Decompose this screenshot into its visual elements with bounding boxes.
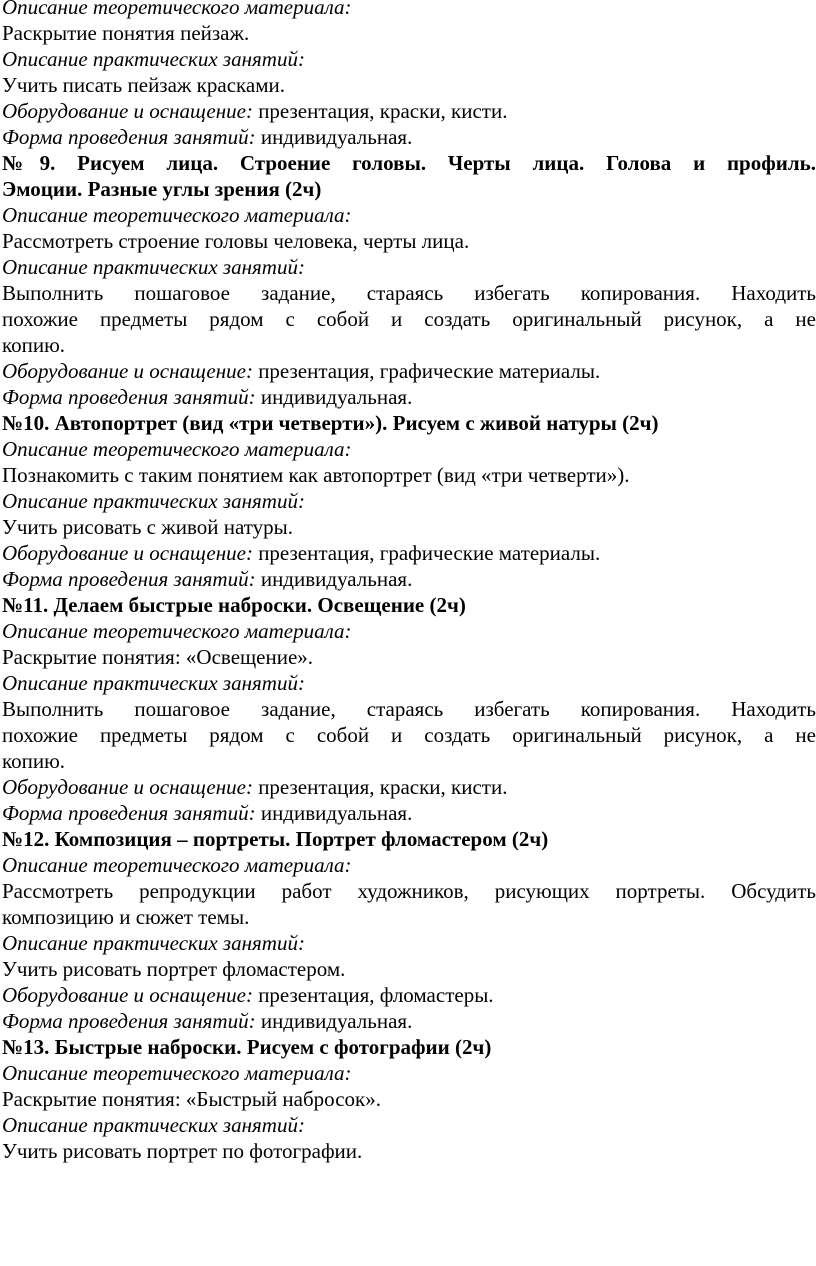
practice-label: Описание практических занятий: [2, 1113, 305, 1137]
form-line [2, 800, 816, 826]
practice-text-line-2: похожие предметы рядом с собой и создать оригинальный рисунок, а не [2, 723, 816, 747]
form-value: индивидуальная. [260, 567, 413, 591]
theory-label: Описание теоретического материала: [2, 203, 352, 227]
form-value: индивидуальная. [260, 801, 413, 825]
section-11-title: №11. Делаем быстрые наброски. Освещение (2ч) [2, 593, 466, 617]
theory-label: Описание теоретического материала: [2, 619, 352, 643]
section-9-title-line-1: №9. Рисуем лица. Строение головы. Черты лица. Голова и профиль. [2, 151, 816, 175]
theory-label: Описание теоретического материала: [2, 1061, 352, 1085]
equipment-line [2, 774, 816, 800]
theory-text: Рассмотреть строение головы человека, черты лица. [2, 229, 470, 253]
theory-text-line-2: композицию и сюжет темы. [2, 905, 250, 929]
practice-text: Учить рисовать с живой натуры. [2, 515, 294, 539]
practice-text: Учить писать пейзаж красками. [2, 73, 286, 97]
form-line [2, 384, 816, 410]
equipment-line [2, 540, 816, 566]
section-13-title: №13. Быстрые наброски. Рисуем с фотографии (2ч) [2, 1035, 492, 1059]
equipment-line [2, 982, 816, 1008]
form-line [2, 1008, 816, 1034]
theory-label: Описание теоретического материала: [2, 853, 352, 877]
practice-text-line-1: Выполнить пошаговое задание, стараясь избегать копирования. Находить [2, 697, 816, 721]
equipment-label: Оборудование и оснащение: [2, 359, 253, 383]
equipment-label: Оборудование и оснащение: [2, 983, 253, 1007]
theory-text: Познакомить с таким понятием как автопортрет (вид «три четверти»). [2, 463, 630, 487]
form-value: индивидуальная. [260, 125, 413, 149]
equipment-line [2, 98, 816, 124]
form-label: Форма проведения занятий: [2, 1009, 256, 1033]
practice-text-line-1: Выполнить пошаговое задание, стараясь избегать копирования. Находить [2, 281, 816, 305]
equipment-value: презентация, краски, кисти. [258, 99, 508, 123]
theory-label: Описание теоретического материала: [2, 437, 352, 461]
theory-text: Раскрытие понятия: «Освещение». [2, 645, 314, 669]
practice-label: Описание практических занятий: [2, 671, 305, 695]
practice-label: Описание практических занятий: [2, 489, 305, 513]
theory-text: Раскрытие понятия пейзаж. [2, 21, 250, 45]
equipment-label: Оборудование и оснащение: [2, 99, 253, 123]
section-12-title: №12. Композиция – портреты. Портрет фломастером (2ч) [2, 827, 549, 851]
form-label: Форма проведения занятий: [2, 385, 256, 409]
section-10-title: №10. Автопортрет (вид «три четверти»). Рисуем с живой натуры (2ч) [2, 411, 659, 435]
equipment-line [2, 358, 816, 384]
form-value: индивидуальная. [260, 1009, 413, 1033]
equipment-label: Оборудование и оснащение: [2, 541, 253, 565]
theory-text-line-1: Рассмотреть репродукции работ художников, рисующих портреты. Обсудить [2, 879, 816, 903]
equipment-value: презентация, графические материалы. [258, 541, 601, 565]
form-line [2, 124, 816, 150]
form-line [2, 566, 816, 592]
practice-text-line-3: копию. [2, 333, 66, 357]
practice-label: Описание практических занятий: [2, 255, 305, 279]
form-value: индивидуальная. [260, 385, 413, 409]
form-label: Форма проведения занятий: [2, 567, 256, 591]
equipment-value: презентация, графические материалы. [258, 359, 601, 383]
practice-text-line-3: копию. [2, 749, 66, 773]
theory-text: Раскрытие понятия: «Быстрый набросок». [2, 1087, 381, 1111]
practice-text: Учить рисовать портрет фломастером. [2, 957, 346, 981]
form-label: Форма проведения занятий: [2, 801, 256, 825]
practice-label: Описание практических занятий: [2, 47, 305, 71]
section-9-title-line-2: Эмоции. Разные углы зрения (2ч) [2, 177, 322, 201]
practice-label: Описание практических занятий: [2, 931, 305, 955]
form-label: Форма проведения занятий: [2, 125, 256, 149]
equipment-label: Оборудование и оснащение: [2, 775, 253, 799]
practice-text: Учить рисовать портрет по фотографии. [2, 1139, 363, 1163]
equipment-value: презентация, краски, кисти. [258, 775, 508, 799]
equipment-value: презентация, фломастеры. [258, 983, 494, 1007]
practice-text-line-2: похожие предметы рядом с собой и создать оригинальный рисунок, а не [2, 307, 816, 331]
theory-label: Описание теоретического материала: [2, 0, 352, 19]
